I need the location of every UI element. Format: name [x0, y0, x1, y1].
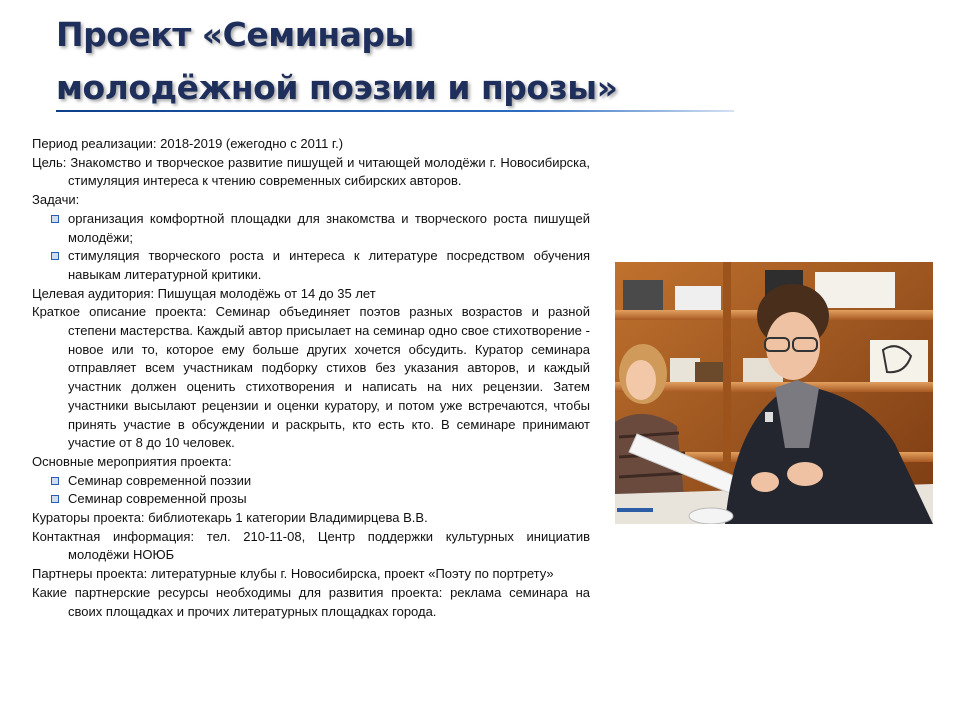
task-item-text: стимуляция творческого роста и интереса к литературе посредством обучения навыкам литературной критики. [68, 248, 590, 282]
square-bullet-icon [51, 252, 59, 260]
partners-value: литературные клубы г. Новосибирска, проект «Поэту по портрету» [147, 566, 554, 582]
partners-label: Партнеры проекта: [32, 566, 148, 582]
project-details [32, 135, 590, 621]
square-bullet-icon [51, 215, 59, 223]
resources-value: реклама семинара на своих площадках и прочих литературных площадках города. [68, 584, 590, 619]
slide-title-line-2: молодёжной поэзии и прозы» [56, 68, 618, 107]
tasks-label: Задачи: [32, 192, 80, 208]
description-label: Краткое описание проекта: [32, 304, 207, 320]
period-label: Период реализации: [32, 136, 157, 151]
resources-label: Какие партнерские ресурсы необходимы для развития проекта: [32, 584, 443, 600]
events-label: Основные мероприятия проекта: [32, 453, 232, 469]
slide-title-line-1: Проект «Семинары [56, 15, 414, 54]
slide-title [56, 8, 736, 114]
seminar-photo [615, 262, 933, 524]
contact-row [32, 528, 590, 565]
task-item [32, 247, 590, 284]
curators-value: библиотекарь 1 категории Владимирцева В.В. [144, 510, 428, 526]
resources-row [32, 584, 590, 621]
goal-label: Цель: [32, 154, 67, 170]
goal-row [32, 154, 590, 191]
description-row [32, 303, 590, 453]
task-item-text: организация комфортной площадки для знакомства и творческого роста пишущей молодёжи; [68, 210, 590, 245]
task-item [32, 210, 590, 247]
contact-label: Контактная информация: [32, 528, 195, 544]
curators-label: Кураторы проекта: [32, 510, 145, 526]
goal-value: Знакомство и творческое развитие пишущей и читающей молодёжи г. Новосибирска, стимуляция интереса к чтению современных сибирских авторов. [66, 154, 590, 189]
square-bullet-icon [51, 477, 59, 485]
audience-row [32, 285, 590, 304]
period-row [32, 135, 590, 154]
title-divider [56, 110, 734, 112]
curators-row [32, 509, 590, 528]
audience-value: Пишущая молодёжь от 14 до 35 лет [154, 285, 376, 301]
event-item [32, 472, 590, 491]
event-item-text: Семинар современной прозы [68, 491, 247, 507]
event-item-text: Семинар современной поэзии [68, 472, 252, 488]
event-item [32, 490, 590, 509]
seminar-photo-illustration [615, 262, 933, 524]
partners-row [32, 565, 590, 584]
audience-label: Целевая аудитория: [32, 285, 155, 301]
period-value: 2018-2019 (ежегодно с 2011 г.) [156, 136, 344, 151]
contact-value: тел. 210-11-08, Центр поддержки культурных инициатив молодёжи НОЮБ [68, 528, 590, 563]
square-bullet-icon [51, 495, 59, 503]
description-value: Семинар объединяет поэтов разных возрастов и разной степени мастерства. Каждый автор присылает на семинар одно свое стихотворение - новое или то, которое ему больше других хочется обсудить. Куратор семинара отправляет всем участникам подборку стихов без указания авторов, и каждый участник должен оценить стихотворения и написать на них рецензии. Затем участники высылают рецензии и оценки куратору, и потом уже встречаются, чтобы принять участие в обсуждении и раскрыть, кто есть кто. В семинаре принимают участие от 8 до 10 человек. [68, 304, 590, 451]
